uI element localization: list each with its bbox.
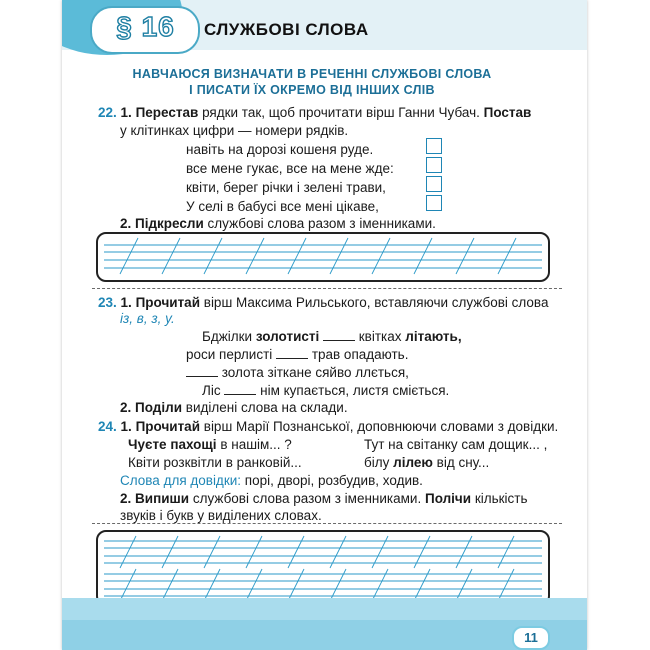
divider <box>92 288 562 289</box>
poem-text: золота зіткане сяйво ллється, <box>221 365 409 380</box>
ex22-poem-line: все мене гукає, все на мене жде: <box>186 161 394 176</box>
ex23-task1-number: 1. <box>120 295 132 310</box>
writing-area-1[interactable] <box>96 232 550 282</box>
page-title: СЛУЖБОВІ СЛОВА <box>204 20 369 39</box>
ex22-task1-text: рядки так, щоб прочитати вірш Ганни Чубач. <box>202 105 480 120</box>
fill-in-blank[interactable] <box>276 346 308 359</box>
ex24-task2-number: 2. <box>120 491 132 506</box>
poem-bold-word: золотисті <box>255 329 320 344</box>
workbook-page <box>62 0 587 650</box>
ex22-task1 <box>98 103 531 122</box>
reference-word-list: порі, дворі, розбудив, ходив. <box>244 473 423 488</box>
ex22-task2-verb: Підкресли <box>135 216 204 231</box>
ex23-task2 <box>120 398 348 417</box>
footer-band-dark <box>62 620 587 650</box>
ex23-number: 23. <box>98 295 117 310</box>
ex24-task2-line2: звуків і букв у виділених словах. <box>120 508 322 523</box>
ex23-poem-line-2 <box>186 345 408 364</box>
line-order-checkbox[interactable] <box>426 138 442 154</box>
ex24-poem-line-2-left: Квіти розквітли в ранковій... <box>128 455 302 470</box>
ex23-task2-number: 2. <box>120 400 132 415</box>
ex22-task2-text: службові слова разом з іменниками. <box>207 216 436 231</box>
poem-text: білу <box>364 455 390 470</box>
ex22-task1-verb2: Постав <box>483 105 532 120</box>
fill-in-blank[interactable] <box>224 382 256 395</box>
ex22-poem-line: квіти, берег річки і зелені трави, <box>186 180 386 195</box>
poem-text: квітках <box>358 329 402 344</box>
ex22-task1-number: 1. <box>120 105 132 120</box>
poem-text: в нашім... ? <box>220 437 292 452</box>
ex22-task1-line2: у клітинках цифри — номери рядків. <box>120 123 349 138</box>
ex23-task2-text: виділені слова на склади. <box>185 400 348 415</box>
ex22-task2 <box>120 214 436 233</box>
ex24-poem-line-1-right: Тут на світанку сам дощик... , <box>364 437 548 452</box>
poem-bold-phrase: Чуєте пахощі <box>128 437 217 452</box>
line-order-checkbox[interactable] <box>426 157 442 173</box>
ex22-task2-number: 2. <box>120 216 132 231</box>
ex24-poem-line-1-left <box>128 435 292 454</box>
poem-text: Бджілки <box>202 329 253 344</box>
line-order-checkbox[interactable] <box>426 176 442 192</box>
ex22-poem-line: У селі в бабусі все мені цікаве, <box>186 199 379 214</box>
poem-text: трав опадають. <box>311 347 409 362</box>
ex23-word-options: із, в, з, у. <box>120 311 175 326</box>
ex24-task1-verb: Прочитай <box>135 419 200 434</box>
lesson-goal-line-1: НАВЧАЮСЯ ВИЗНАЧАТИ В РЕЧЕННІ СЛУЖБОВІ СЛОВА <box>132 67 492 81</box>
ex24-task2-text: кількість <box>474 491 528 506</box>
ex24-task1-number: 1. <box>120 419 132 434</box>
section-number: § 16 <box>116 11 175 42</box>
poem-text: нім купається, листя сміється. <box>260 383 450 398</box>
ex23-task2-verb: Поділи <box>135 400 182 415</box>
line-order-checkbox[interactable] <box>426 195 442 211</box>
poem-bold-word: літають, <box>405 329 462 344</box>
ex24-task2-text: службові слова разом з іменниками. <box>192 491 422 506</box>
reference-words <box>120 471 423 490</box>
ex24-number: 24. <box>98 419 117 434</box>
fill-in-blank[interactable] <box>323 328 355 341</box>
divider <box>92 523 562 524</box>
ex23-poem-line-1 <box>202 327 462 346</box>
ex22-number: 22. <box>98 105 117 120</box>
poem-bold-word: лілею <box>393 455 433 470</box>
writing-area-2[interactable] <box>96 530 550 606</box>
page-number: 11 <box>512 626 550 650</box>
ex24-task2-verb2: Полічи <box>424 491 472 506</box>
reference-label: Слова для довідки: <box>120 473 242 488</box>
ex24-task1-text: вірш Марії Познанської, доповнюючи словами з довідки. <box>203 419 559 434</box>
ex22-poem-line: навіть на дорозі кошеня руде. <box>186 142 374 157</box>
ex24-poem-line-2-right <box>364 453 489 472</box>
poem-text: роси перлисті <box>186 347 273 362</box>
ex23-poem-line-3 <box>186 363 409 382</box>
handwriting-lines <box>98 234 548 280</box>
ex24-task1 <box>98 417 558 436</box>
lesson-goal <box>102 66 522 98</box>
lesson-goal-line-2: І ПИСАТИ ЇХ ОКРЕМО ВІД ІНШИХ СЛІВ <box>189 83 435 97</box>
poem-text: Ліс <box>202 383 221 398</box>
poem-text: від сну... <box>436 455 490 470</box>
ex24-task2-verb: Випиши <box>135 491 190 506</box>
ex23-task1-text: вірш Максима Рильського, вставляючи службові слова <box>203 295 549 310</box>
ex23-task1-verb: Прочитай <box>135 295 200 310</box>
handwriting-lines <box>98 532 548 604</box>
ex22-task1-verb: Перестав <box>135 105 199 120</box>
fill-in-blank[interactable] <box>186 364 218 377</box>
